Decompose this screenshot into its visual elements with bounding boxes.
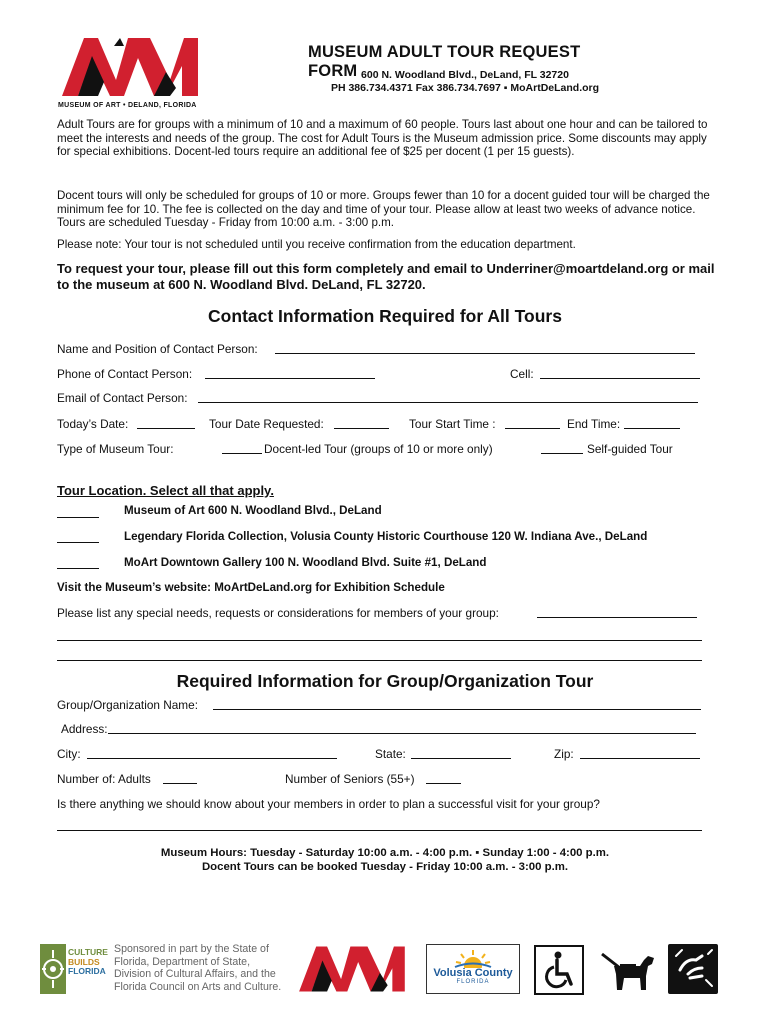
- culture-logo-line-2: BUILDS: [68, 956, 100, 967]
- city-label: City:: [57, 747, 81, 761]
- location-checkbox-3[interactable]: [57, 568, 99, 569]
- logo-caption: MUSEUM OF ART • DELAND, FLORIDA: [58, 102, 197, 109]
- adults-field[interactable]: [163, 783, 197, 784]
- location-checkbox-2[interactable]: [57, 542, 99, 543]
- city-field[interactable]: [87, 758, 337, 759]
- docent-tour-checkbox[interactable]: [222, 453, 262, 454]
- state-label: State:: [375, 747, 406, 761]
- volusia-name: Volusia County: [433, 967, 513, 979]
- tour-date-field[interactable]: [334, 428, 389, 429]
- docent-tour-option: Docent-led Tour (groups of 10 or more only): [264, 442, 493, 456]
- contact-phone-label: Phone of Contact Person:: [57, 367, 193, 381]
- intro-paragraph-3: Please note: Your tour is not scheduled until you receive confirmation from the education department.: [57, 238, 576, 251]
- header-address: 600 N. Woodland Blvd., DeLand, FL 32720: [361, 69, 569, 81]
- special-needs-label: Please list any special needs, requests or considerations for members of your group:: [57, 606, 499, 620]
- docent-hours: Docent Tours can be booked Tuesday - Friday 10:00 a.m. - 3:00 p.m.: [201, 861, 569, 873]
- self-guided-checkbox[interactable]: [541, 453, 583, 454]
- header-phone: PH 386.734.4371 Fax 386.734.7697 ▪ MoArtDeLand.org: [330, 82, 600, 94]
- sponsor-text: Sponsored in part by the State of Florida, Department of State, Division of Cultural Affairs, and the Florida Council on Arts and Culture.: [114, 943, 282, 993]
- state-field[interactable]: [411, 758, 511, 759]
- moart-logo-icon: [58, 36, 206, 98]
- location-checkbox-1[interactable]: [57, 517, 99, 518]
- museum-hours: Museum Hours: Tuesday - Saturday 10:00 a.m. - 4:00 p.m. ▪ Sunday 1:00 - 4:00 p.m.: [160, 847, 610, 859]
- intro-paragraph-2: Docent tours will only be scheduled for groups of 10 or more. Groups fewer than 10 for a docent guided tour will be charged the minimum fee for 10. The fee is collected on the day and time of your tour. Please allow at least two weeks of advance notice. Tours are scheduled Tuesday - Friday from 10:00 a.m. - 3:00 p.m.: [57, 189, 710, 230]
- group-section-title: Required Information for Group/Organization Tour: [176, 671, 594, 691]
- org-name-label: Group/Organization Name:: [57, 698, 198, 712]
- location-option-1: Museum of Art 600 N. Woodland Blvd., DeLand: [124, 504, 382, 517]
- org-name-field[interactable]: [213, 709, 701, 710]
- members-answer-field[interactable]: [57, 830, 702, 831]
- start-time-label: Tour Start Time :: [409, 417, 496, 431]
- wheelchair-access-icon: [534, 945, 584, 995]
- todays-date-label: Today’s Date:: [57, 417, 129, 431]
- culture-flower-icon: [40, 944, 66, 994]
- contact-name-label: Name and Position of Contact Person:: [57, 342, 258, 356]
- members-question: Is there anything we should know about your members in order to plan a successful visit for your group?: [57, 797, 600, 811]
- sign-language-icon: [668, 944, 718, 994]
- special-needs-field[interactable]: [537, 617, 697, 618]
- tour-date-label: Tour Date Requested:: [209, 417, 324, 431]
- zip-label: Zip:: [554, 747, 574, 761]
- contact-name-field[interactable]: [275, 353, 695, 354]
- special-needs-line-3[interactable]: [57, 660, 702, 661]
- moart-footer-logo: [296, 945, 411, 993]
- zip-field[interactable]: [580, 758, 700, 759]
- self-guided-option: Self-guided Tour: [587, 442, 673, 456]
- end-time-label: End Time:: [567, 417, 621, 431]
- contact-phone-field[interactable]: [205, 378, 375, 379]
- volusia-state: FLORIDA: [456, 979, 490, 985]
- request-instructions: To request your tour, please fill out this form completely and email to Underriner@moartdeland.org or mail to the museum at 600 N. Woodland Blvd. DeLand, FL 32720.: [57, 261, 715, 292]
- culture-logo-line-3: FLORIDA: [68, 966, 106, 976]
- seniors-label: Number of Seniors (55+): [285, 772, 415, 786]
- start-time-field[interactable]: [505, 428, 560, 429]
- contact-email-field[interactable]: [198, 402, 698, 403]
- todays-date-field[interactable]: [137, 428, 195, 429]
- culture-logo-line-1: CULTURE: [68, 947, 108, 957]
- adults-label: Number of: Adults: [57, 772, 151, 786]
- cell-field[interactable]: [540, 378, 700, 379]
- contact-section-title: Contact Information Required for All Tours: [208, 306, 562, 326]
- culture-builds-florida-logo: [40, 944, 108, 994]
- seniors-field[interactable]: [426, 783, 461, 784]
- service-dog-icon: [596, 944, 658, 994]
- contact-email-label: Email of Contact Person:: [57, 391, 188, 405]
- address-field[interactable]: [108, 733, 696, 734]
- sun-icon: [453, 948, 493, 968]
- museum-logo: [58, 36, 206, 108]
- tour-type-label: Type of Museum Tour:: [57, 442, 174, 456]
- location-option-3: MoArt Downtown Gallery 100 N. Woodland Blvd. Suite #1, DeLand: [124, 556, 487, 569]
- location-option-2: Legendary Florida Collection, Volusia County Historic Courthouse 120 W. Indiana Ave., DeLand: [124, 530, 648, 543]
- address-label: Address:: [61, 722, 108, 736]
- end-time-field[interactable]: [624, 428, 680, 429]
- location-heading: Tour Location. Select all that apply.: [57, 483, 274, 498]
- special-needs-line-2[interactable]: [57, 640, 702, 641]
- intro-paragraph-1: Adult Tours are for groups with a minimum of 10 and a maximum of 60 people. Tours last about one hour and can be tailored to meet the interests and needs of the group. The cost for Adult Tours is the Museum admission price. Some discounts may apply for special exhibitions. Docent-led tours require an additional fee of $25 per docent (1 per 15 guests).: [57, 118, 708, 159]
- volusia-county-logo: [426, 944, 520, 994]
- visit-website-note: Visit the Museum’s website: MoArtDeLand.org for Exhibition Schedule: [57, 581, 445, 594]
- moart-footer-logo-icon: [296, 945, 411, 993]
- form-title: MUSEUM ADULT TOUR REQUEST FORM: [308, 43, 581, 80]
- cell-label: Cell:: [510, 367, 534, 381]
